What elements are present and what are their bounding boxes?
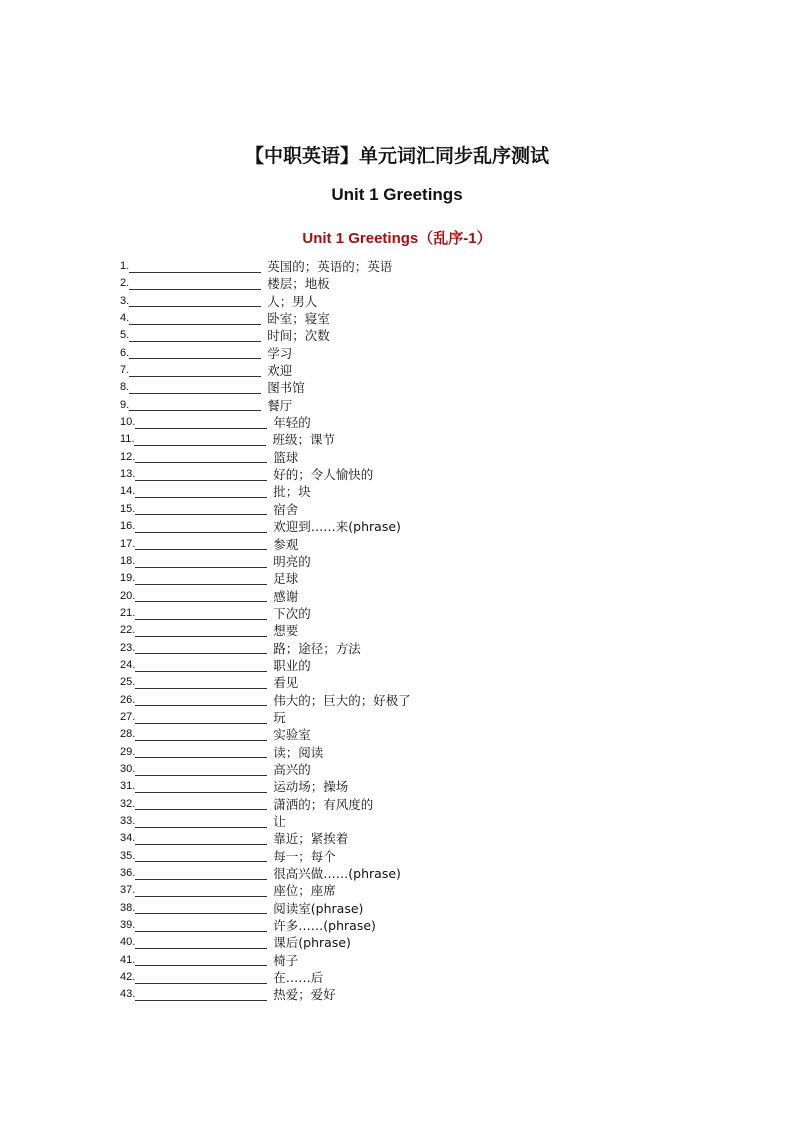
item-number: 25. [120, 676, 136, 689]
answer-blank[interactable] [135, 469, 267, 481]
definition-text: 在……后 [273, 970, 324, 986]
item-number: 6. [120, 346, 130, 359]
definition-text: 感谢 [273, 588, 299, 604]
answer-blank[interactable] [134, 434, 266, 446]
definition-text: 潇洒的；有风度的 [273, 796, 374, 812]
vocab-row [120, 293, 411, 310]
definition-text: 参观 [273, 536, 299, 552]
definition-text: 餐厅 [267, 397, 293, 413]
item-number: 40. [120, 936, 136, 949]
vocab-row [120, 952, 411, 969]
definition-text: 读；阅读 [273, 744, 324, 760]
answer-blank[interactable] [135, 625, 267, 637]
definition-text: 座位；座席 [273, 883, 336, 899]
vocab-row [120, 605, 411, 622]
definition-text: 图书馆 [267, 380, 305, 396]
vocab-row [120, 657, 411, 674]
item-number: 43. [120, 988, 136, 1001]
item-number: 8. [120, 381, 130, 394]
answer-blank[interactable] [135, 798, 267, 810]
item-number: 36. [120, 867, 136, 880]
item-number: 10. [120, 416, 136, 429]
definition-text: 学习 [267, 345, 293, 361]
definition-text: 看见 [273, 675, 299, 691]
item-number: 41. [120, 953, 136, 966]
definition-text: 批；块 [273, 484, 311, 500]
answer-blank[interactable] [135, 833, 267, 845]
answer-blank[interactable] [135, 417, 267, 429]
item-number: 31. [120, 780, 136, 793]
definition-text: 热爱；爱好 [273, 987, 336, 1003]
vocab-row [120, 310, 411, 327]
vocab-row [120, 969, 411, 986]
definition-text: 实验室 [273, 727, 311, 743]
definition-text: 路；途径；方法 [273, 640, 361, 656]
definition-text: 课后(phrase) [273, 935, 351, 951]
answer-blank[interactable] [129, 330, 261, 342]
answer-blank[interactable] [129, 399, 261, 411]
answer-blank[interactable] [135, 885, 267, 897]
section-heading: Unit 1 Greetings（乱序-1） [302, 230, 492, 247]
answer-blank[interactable] [135, 937, 267, 949]
definition-text: 时间；次数 [267, 328, 330, 344]
vocab-row [120, 900, 411, 917]
definition-text: 伟大的；巨大的；好极了 [273, 692, 411, 708]
definition-text: 欢迎到……来(phrase) [273, 519, 401, 535]
answer-blank[interactable] [135, 694, 267, 706]
vocab-row [120, 934, 411, 951]
item-number: 27. [120, 710, 136, 723]
definition-text: 职业的 [273, 657, 311, 673]
definition-text: 每一；每个 [273, 848, 336, 864]
answer-blank[interactable] [135, 868, 267, 880]
vocab-row [120, 553, 411, 570]
vocab-row [120, 501, 411, 518]
answer-blank[interactable] [135, 920, 267, 932]
answer-blank[interactable] [135, 538, 267, 550]
answer-blank[interactable] [135, 486, 267, 498]
answer-blank[interactable] [135, 954, 267, 966]
item-number: 22. [120, 624, 136, 637]
answer-blank[interactable] [135, 746, 267, 758]
vocab-row [120, 362, 411, 379]
answer-blank[interactable] [129, 347, 261, 359]
item-number: 12. [120, 450, 136, 463]
definition-text: 足球 [273, 571, 299, 587]
vocab-row [120, 986, 411, 1003]
answer-blank[interactable] [135, 521, 267, 533]
vocab-row [120, 744, 411, 761]
definition-text: 卧室；寝室 [267, 311, 330, 327]
item-number: 39. [120, 919, 136, 932]
vocabulary-list [120, 258, 411, 1004]
vocab-row [120, 830, 411, 847]
item-number: 35. [120, 849, 136, 862]
vocab-row [120, 379, 411, 396]
answer-blank[interactable] [129, 261, 261, 273]
vocab-row [120, 258, 411, 275]
answer-blank[interactable] [129, 295, 261, 307]
vocab-row [120, 449, 411, 466]
definition-text: 英国的；英语的；英语 [267, 259, 393, 274]
item-number: 16. [120, 520, 136, 533]
answer-blank[interactable] [135, 642, 267, 654]
definition-text: 好的；令人愉快的 [273, 467, 374, 483]
definition-text: 人；男人 [267, 293, 318, 309]
answer-blank[interactable] [135, 781, 267, 793]
vocab-row [120, 640, 411, 657]
answer-blank[interactable] [135, 764, 267, 776]
item-number: 13. [120, 468, 136, 481]
vocab-row [120, 536, 411, 553]
definition-text: 想要 [273, 623, 299, 639]
answer-blank[interactable] [135, 451, 267, 463]
vocab-row [120, 345, 411, 362]
item-number: 28. [120, 728, 136, 741]
vocab-row [120, 622, 411, 639]
item-number: 32. [120, 797, 136, 810]
answer-blank[interactable] [135, 590, 267, 602]
item-number: 34. [120, 832, 136, 845]
item-number: 5. [120, 329, 130, 342]
vocab-row [120, 414, 411, 431]
definition-text: 阅读室(phrase) [273, 900, 364, 916]
answer-blank[interactable] [135, 573, 267, 585]
vocab-row [120, 761, 411, 778]
item-number: 1. [120, 260, 130, 272]
item-number: 15. [120, 502, 136, 515]
answer-blank[interactable] [129, 313, 261, 325]
vocab-row [120, 674, 411, 691]
definition-text: 玩 [273, 709, 286, 725]
answer-blank[interactable] [135, 729, 267, 741]
item-number: 33. [120, 815, 136, 827]
answer-blank[interactable] [135, 556, 267, 568]
item-number: 11. [120, 433, 135, 446]
vocab-row [120, 796, 411, 813]
answer-blank[interactable] [135, 850, 267, 862]
answer-blank[interactable] [135, 989, 267, 1001]
item-number: 9. [120, 398, 130, 411]
vocab-row [120, 518, 411, 535]
vocab-row [120, 692, 411, 709]
definition-text: 明亮的 [273, 553, 311, 569]
item-number: 21. [120, 606, 136, 619]
item-number: 4. [120, 312, 130, 325]
definition-text: 年轻的 [273, 415, 311, 431]
answer-blank[interactable] [135, 712, 267, 724]
definition-text: 让 [273, 814, 286, 829]
document-title: 【中职英语】单元词汇同步乱序测试 [244, 145, 549, 167]
item-number: 38. [120, 901, 136, 914]
item-number: 23. [120, 641, 136, 654]
item-number: 26. [120, 693, 136, 706]
vocab-row [120, 431, 411, 448]
definition-text: 靠近；紧挨着 [273, 831, 349, 847]
item-number: 2. [120, 277, 130, 290]
vocab-row [120, 588, 411, 605]
vocab-row [120, 275, 411, 292]
definition-text: 宿舍 [273, 501, 299, 517]
vocab-row [120, 709, 411, 726]
answer-blank[interactable] [135, 902, 267, 914]
item-number: 7. [120, 364, 130, 377]
definition-text: 下次的 [273, 605, 311, 621]
unit-subtitle: Unit 1 Greetings [331, 185, 463, 204]
definition-text: 许多……(phrase) [273, 918, 376, 934]
answer-blank[interactable] [129, 365, 261, 377]
definition-text: 篮球 [273, 449, 299, 465]
item-number: 19. [120, 572, 136, 585]
definition-text: 椅子 [273, 952, 299, 968]
definition-text: 欢迎 [267, 363, 293, 379]
answer-blank[interactable] [135, 503, 267, 515]
answer-blank[interactable] [135, 816, 267, 828]
answer-blank[interactable] [129, 278, 261, 290]
item-number: 18. [120, 554, 136, 567]
vocab-row [120, 917, 411, 934]
item-number: 30. [120, 762, 136, 775]
vocab-row [120, 865, 411, 882]
vocab-row [120, 778, 411, 795]
vocab-row [120, 726, 411, 743]
item-number: 14. [120, 485, 136, 498]
vocab-row [120, 882, 411, 899]
vocab-row [120, 483, 411, 500]
item-number: 17. [120, 537, 136, 550]
definition-text: 班级；课节 [272, 432, 335, 448]
vocab-row [120, 813, 411, 830]
definition-text: 运动场；操场 [273, 779, 349, 795]
item-number: 24. [120, 658, 136, 671]
definition-text: 楼层；地板 [267, 276, 330, 292]
answer-blank[interactable] [135, 677, 267, 689]
answer-blank[interactable] [129, 382, 261, 394]
item-number: 29. [120, 745, 136, 758]
definition-text: 很高兴做……(phrase) [273, 866, 401, 882]
answer-blank[interactable] [135, 660, 267, 672]
item-number: 42. [120, 971, 136, 984]
item-number: 20. [120, 589, 136, 602]
answer-blank[interactable] [135, 608, 267, 620]
definition-text: 高兴的 [273, 761, 311, 777]
vocab-row [120, 570, 411, 587]
vocab-row [120, 466, 411, 483]
vocab-row [120, 327, 411, 344]
item-number: 37. [120, 884, 136, 897]
vocab-row [120, 397, 411, 414]
answer-blank[interactable] [135, 972, 267, 984]
vocab-row [120, 848, 411, 865]
item-number: 3. [120, 294, 130, 307]
